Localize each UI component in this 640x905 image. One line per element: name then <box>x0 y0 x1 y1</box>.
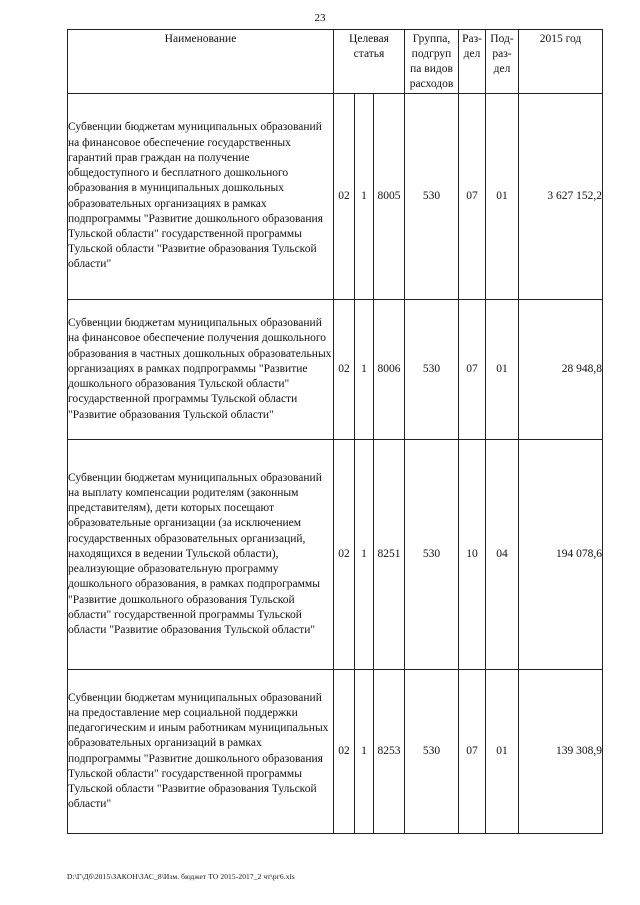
row-code1: 02 <box>334 300 355 440</box>
row-name: Субвенции бюджетам муниципальных образований на предоставление мер социальной поддержки педагогическим и иным работникам муниципальных образовательных организаций в рамках подпрограммы "Развитие дошкольного образования Тульской области" государственной программы Тульской области "Развитие образования Тульской области" <box>68 670 334 834</box>
row-amount: 3 627 152,2 <box>519 94 603 300</box>
row-name: Субвенции бюджетам муниципальных образований на финансовое обеспечение государственных гарантий прав граждан на получение общедоступного и бесплатного дошкольного образования в муниципальных дошкольных образовательных организациях в рамках подпрограммы "Развитие дошкольного образования Тульской области" государственной программы Тульской области "Развитие образования Тульской области" <box>68 94 334 300</box>
row-name: Субвенции бюджетам муниципальных образований на выплату компенсации родителям (законным представителям), дети которых посещают образовательные организации (за исключением государственных образовательных организаций, находящихся в ведении Тульской области), реализующие образовательную программу дошкольного образования, в рамках подпрограммы "Развитие дошкольного образования Тульской области" государственной программы Тульской области "Развитие образования Тульской области" <box>68 440 334 670</box>
row-amount: 194 078,6 <box>519 440 603 670</box>
row-group: 530 <box>405 670 459 834</box>
row-group: 530 <box>405 440 459 670</box>
table-row <box>68 94 603 300</box>
table-row <box>68 300 603 440</box>
row-code1: 02 <box>334 94 355 300</box>
header-expense-group: Группа, подгруп па видов расходов <box>405 30 459 94</box>
row-code2: 1 <box>355 300 374 440</box>
row-code2: 1 <box>355 670 374 834</box>
row-code3: 8251 <box>374 440 405 670</box>
header-name: Наименование <box>68 30 334 94</box>
row-code2: 1 <box>355 94 374 300</box>
row-amount: 139 308,9 <box>519 670 603 834</box>
row-name: Субвенции бюджетам муниципальных образований на финансовое обеспечение получения дошкольного образования в частных дошкольных образовательных организациях в рамках подпрограммы "Развитие дошкольного образования Тульской области" государственной программы Тульской области "Развитие образования Тульской области" <box>68 300 334 440</box>
budget-table <box>67 29 603 834</box>
header-target-article: Целевая статья <box>334 30 405 94</box>
table-header-row <box>68 30 603 94</box>
row-section: 07 <box>459 300 486 440</box>
header-year: 2015 год <box>519 30 603 94</box>
row-code3: 8006 <box>374 300 405 440</box>
row-code3: 8005 <box>374 94 405 300</box>
row-amount: 28 948,8 <box>519 300 603 440</box>
row-section: 10 <box>459 440 486 670</box>
row-code1: 02 <box>334 670 355 834</box>
header-subsection: Под- раз- дел <box>486 30 519 94</box>
row-group: 530 <box>405 300 459 440</box>
row-code1: 02 <box>334 440 355 670</box>
row-section: 07 <box>459 94 486 300</box>
table-row <box>68 440 603 670</box>
row-subsection: 01 <box>486 670 519 834</box>
table-row <box>68 670 603 834</box>
header-section: Раз- дел <box>459 30 486 94</box>
row-subsection: 01 <box>486 300 519 440</box>
row-section: 07 <box>459 670 486 834</box>
page-number: 23 <box>314 12 326 24</box>
footer-file-path: D:\Г\Дб\2015\ЗАКОН\ЗАС_8\Изм. бюджет ТО 2015-2017_2 чт\рг6.xls <box>67 872 295 881</box>
row-code2: 1 <box>355 440 374 670</box>
row-subsection: 04 <box>486 440 519 670</box>
row-subsection: 01 <box>486 94 519 300</box>
row-group: 530 <box>405 94 459 300</box>
row-code3: 8253 <box>374 670 405 834</box>
